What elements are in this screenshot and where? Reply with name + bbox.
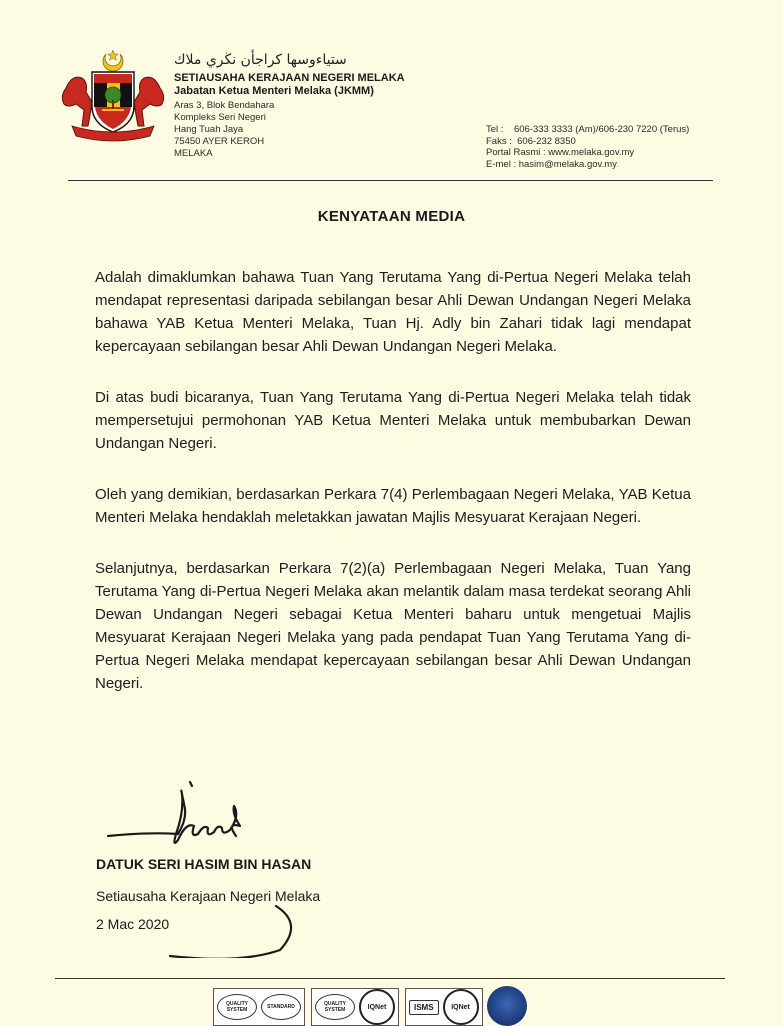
blue-emblem-icon xyxy=(487,986,527,1026)
cert-group xyxy=(311,988,399,1026)
body-paragraph: Di atas budi bicaranya, Tuan Yang Terutama Yang di-Pertua Negeri Melaka telah tidak mempersetujui permohonan YAB Ketua Menteri Melaka untuk membubarkan Dewan Undangan Negeri. xyxy=(95,389,691,452)
iqnet-circle-icon: IQNet xyxy=(443,989,479,1025)
certification-logos xyxy=(213,988,527,1026)
signer-name: DATUK SERI HASIM BIN HASAN xyxy=(96,856,312,872)
address-line: Aras 3, Blok Bendahara xyxy=(174,100,275,111)
address-line: Hang Tuah Jaya xyxy=(174,124,244,135)
sign-date: 2 Mac 2020 xyxy=(96,916,170,932)
standards-malaysia-oval-icon: STANDARD xyxy=(261,994,301,1020)
agency-name: SETIAUSAHA KERAJAAN NEGERI MELAKA xyxy=(174,72,405,84)
agency-name-jawi: ستياءوسها کراجأن نڬري ملاك xyxy=(174,52,347,68)
cert-group xyxy=(213,988,305,1026)
cert-group xyxy=(405,988,483,1026)
header-divider xyxy=(68,180,713,181)
body-paragraph: Oleh yang demikian, berdasarkan Perkara 7(4) Perlembagaan Negeri Melaka, YAB Ketua Menteri Melaka hendaklah meletakkan jawatan Majlis Mesyuarat Kerajaan Negeri. xyxy=(95,486,691,526)
contact-tel: Tel : 606-333 3333 (Am)/606-230 7220 (Terus) xyxy=(486,124,690,135)
quality-system-oval-icon: QUALITY SYSTEM xyxy=(315,994,355,1020)
address-line: 75450 AYER KEROH xyxy=(174,136,265,147)
document-title: KENYATAAN MEDIA xyxy=(317,208,466,225)
melaka-state-crest-icon xyxy=(58,48,168,143)
contact-email: E-mel : hasim@melaka.gov.my xyxy=(486,158,617,170)
letterhead-agency xyxy=(174,52,474,160)
isms-badge-icon: ISMS xyxy=(409,1000,439,1015)
document-body xyxy=(95,266,691,723)
signer-title: Setiausaha Kerajaan Negeri Melaka xyxy=(96,888,321,904)
body-paragraph: Adalah dimaklumkan bahawa Tuan Yang Terutama Yang di-Pertua Negeri Melaka telah mendapat representasi daripada sebilangan besar Ahli Dewan Undangan Negeri Melaka bahawa YAB Ketua Menteri Melaka, Tuan Hj. Adly bin Zahari tidak lagi mendapat kepercayaan sebilangan besar Ahli Dewan Undangan Negeri Melaka. xyxy=(95,269,691,355)
body-paragraph: Selanjutnya, berdasarkan Perkara 7(2)(a) Perlembagaan Negeri Melaka, Tuan Yang Terutama Yang di-Pertua Negeri Melaka akan melantik dalam masa terdekat seorang Ahli Dewan Undangan Negeri sebagai Ketua Menteri baharu untuk mengetuai Majlis Mesyuarat Kerajaan Negeri Melaka yang pada pendapat Tuan Yang Terutama Yang di-Pertua Negeri Melaka mendapat kepercayaan sebilangan besar Ahli Dewan Undangan Negeri. xyxy=(95,560,691,692)
address-line: Kompleks Seri Negeri xyxy=(174,112,266,123)
address-line: MELAKA xyxy=(174,148,213,159)
quality-system-oval-icon: QUALITY SYSTEM xyxy=(217,994,257,1020)
contact-fax: Faks : 606-232 8350 xyxy=(486,135,576,147)
letterhead-contact xyxy=(486,124,776,170)
contact-portal: Portal Rasmi : www.melaka.gov.my xyxy=(486,147,635,158)
department-name: Jabatan Ketua Menteri Melaka (JKMM) xyxy=(174,85,374,97)
iqnet-circle-icon: IQNet xyxy=(359,989,395,1025)
footer-divider xyxy=(55,978,725,979)
